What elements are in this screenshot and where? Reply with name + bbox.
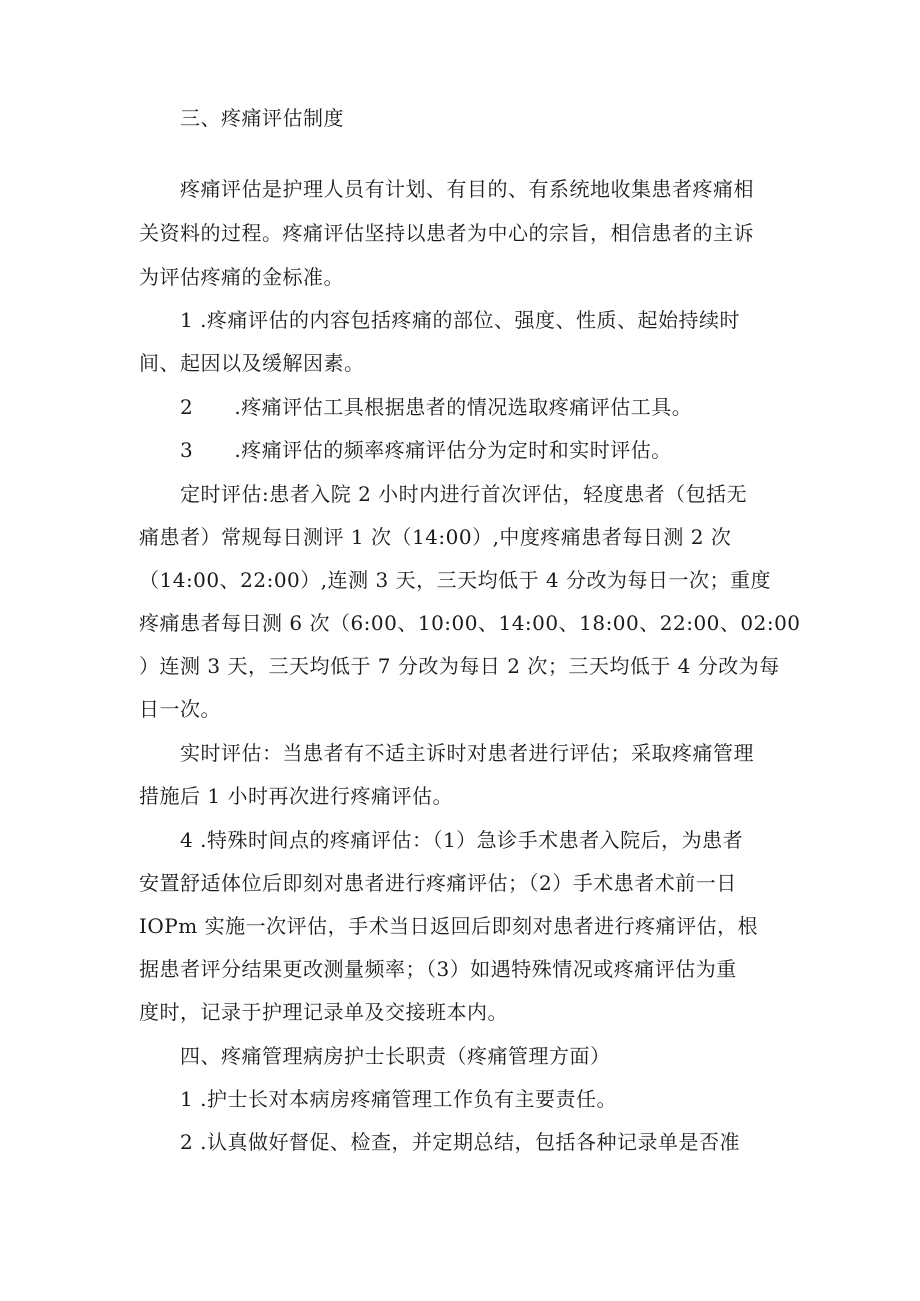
scheduled-line-1: 定时评估:患者入院 2 小时内进行首次评估，轻度患者（包括无: [180, 482, 748, 506]
item-1-line-1: 1 .疼痛评估的内容包括疼痛的部位、强度、性质、起始持续时: [180, 308, 740, 332]
realtime-line-1: 实时评估：当患者有不适主诉时对患者进行评估；采取疼痛管理: [180, 741, 754, 765]
item-4-line-2: 安置舒适体位后即刻对患者进行疼痛评估；（2）手术患者术前一日: [139, 871, 737, 895]
scheduled-line-6: 日一次。: [139, 697, 221, 721]
scheduled-line-5: ）连测 3 天，三天均低于 7 分改为每日 2 次；三天均低于 4 分改为每: [139, 654, 780, 678]
section-heading-head-nurse-duties: 四、疼痛管理病房护士长职责（疼痛管理方面）: [180, 1044, 611, 1068]
item-4-line-4: 据患者评分结果更改测量频率；（3）如遇特殊情况或疼痛评估为重: [139, 957, 737, 981]
item-1-line-2: 间、起因以及缓解因素。: [139, 351, 365, 375]
section-heading-pain-assessment: 三、疼痛评估制度: [180, 106, 344, 130]
item-2-line-1: 2 .疼痛评估工具根据患者的情况选取疼痛评估工具。: [180, 395, 693, 419]
scheduled-line-4: 疼痛患者每日测 6 次（6:00、10:00、14:00、18:00、22:00、02:00: [139, 611, 801, 635]
intro-line-1: 疼痛评估是护理人员有计划、有目的、有系统地收集患者疼痛相: [180, 177, 754, 201]
duty-1-line-1: 1 .护士长对本病房疼痛管理工作负有主要责任。: [180, 1087, 617, 1111]
item-4-line-3: IOPm 实施一次评估，手术当日返回后即刻对患者进行疼痛评估，根: [139, 914, 759, 938]
item-4-line-5: 度时，记录于护理记录单及交接班本内。: [139, 1000, 508, 1024]
scheduled-line-3: （14:00、22:00）,连测 3 天，三天均低于 4 分改为每日一次；重度: [139, 568, 772, 592]
scheduled-line-2: 痛患者）常规每日测评 1 次（14:00）,中度疼痛患者每日测 2 次: [139, 525, 732, 549]
duty-2-line-1: 2 .认真做好督促、检查，并定期总结，包括各种记录单是否准: [180, 1130, 740, 1154]
intro-line-2: 关资料的过程。疼痛评估坚持以患者为中心的宗旨，相信患者的主诉: [139, 221, 754, 245]
item-4-line-1: 4 .特殊时间点的疼痛评估：（1）急诊手术患者入院后，为患者: [180, 828, 744, 852]
realtime-line-2: 措施后 1 小时再次进行疼痛评估。: [139, 784, 453, 808]
item-3-line-1: 3 .疼痛评估的频率疼痛评估分为定时和实时评估。: [180, 438, 672, 462]
intro-line-3: 为评估疼痛的金标准。: [139, 265, 344, 289]
